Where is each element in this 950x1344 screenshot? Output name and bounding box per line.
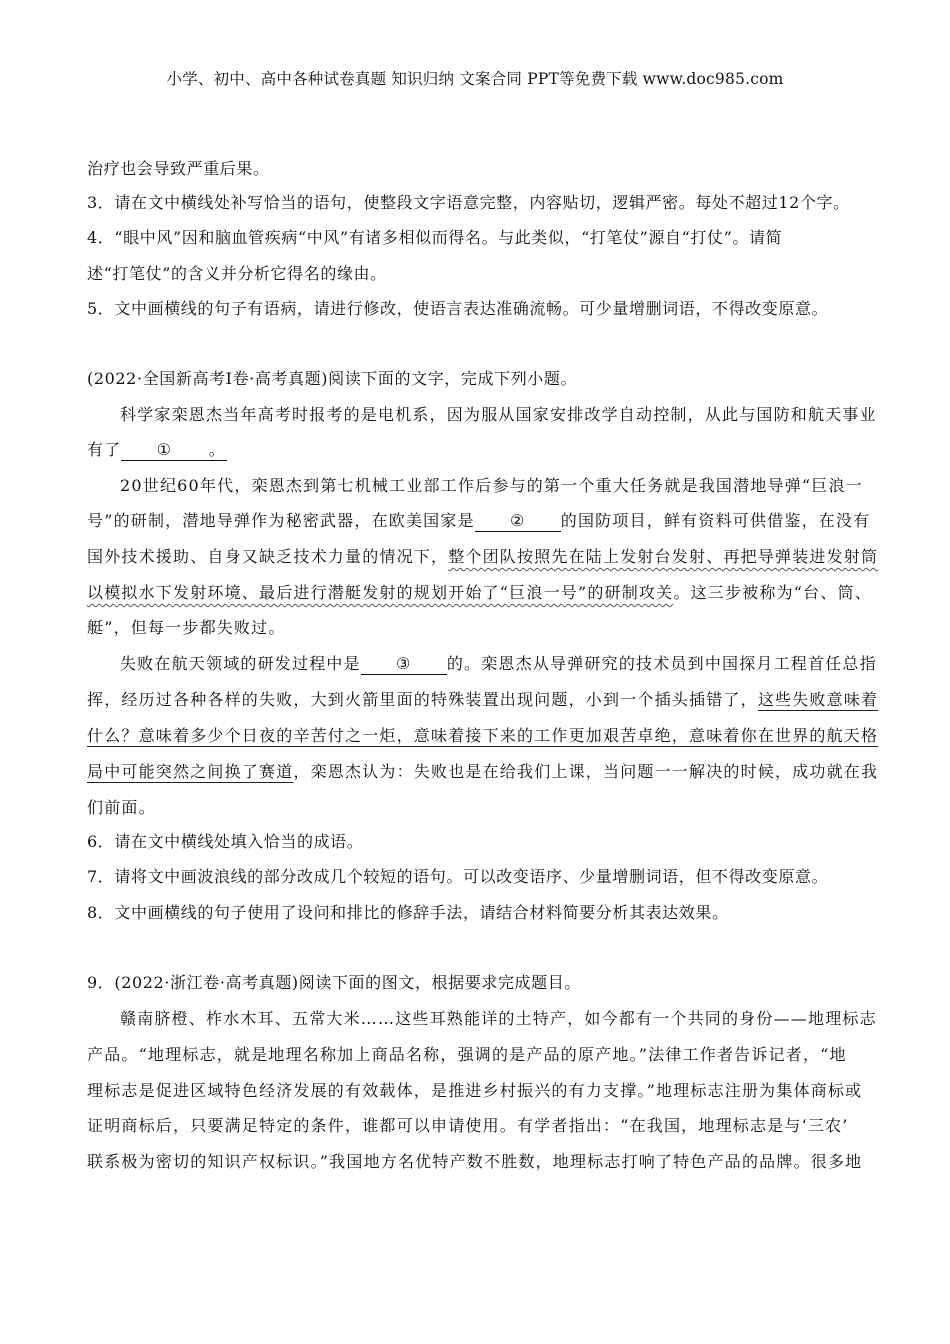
passage-line — [87, 546, 879, 568]
passage-line — [87, 510, 871, 532]
question-4-line-1: 4．“眼中风”因和脑血管疾病“中风”有诸多相似而得名。与此类似，“打笔仗”源自“打仗”。请简 — [87, 228, 783, 247]
passage-line — [87, 689, 879, 711]
question-3: 3．请在文中横线处补写恰当的语句，使整段文字语意完整，内容贴切，逻辑严密。每处不超过12个字。 — [87, 193, 850, 212]
blank-3: ③ — [361, 655, 447, 675]
question-8: 8．文中画横线的句子使用了设问和排比的修辞手法，请结合材料简要分析其表达效果。 — [87, 903, 729, 922]
passage-line — [120, 653, 877, 675]
page-header: 小学、初中、高中各种试卷真题 知识归纳 文案合同 PPT等免费下载 www.doc985.com — [166, 70, 784, 88]
passage-line: 们前面。 — [87, 798, 156, 817]
passage-line — [87, 725, 879, 747]
passage-text: 挥，经历过各种各样的失败，大到火箭里面的特殊装置出现问题，小到一个插头插错了， — [87, 690, 758, 709]
blank-2: ② — [475, 512, 561, 532]
passage-line: 联系极为密切的知识产权标识。”我国地方名优特产数不胜数，地理标志打响了特色产品的品牌。很多地 — [87, 1152, 863, 1171]
passage-line: 科学家栾恩杰当年高考时报考的是电机系，因为服从国家安排改学自动控制，从此与国防和航天事业 — [120, 405, 877, 424]
passage-text: 。这三步被称为“台、筒、 — [673, 583, 872, 602]
underlined-text: 这些失败意味着 — [757, 690, 879, 709]
question-4-line-2: 述“打笔仗”的含义并分析它得名的缘由。 — [87, 264, 387, 283]
blank-1-end: 。 — [208, 440, 226, 459]
passage-text: 国外技术援助、自身又缺乏技术力量的情况下， — [87, 547, 449, 566]
passage-text: 号”的研制，潜地导弹作为秘密武器，在欧美国家是 — [87, 511, 475, 530]
question-7: 7．请将文中画波浪线的部分改成几个较短的语句。可以改变语序、少量增删词语，但不得改变原意。 — [87, 867, 829, 886]
blank-1: ① — [121, 441, 207, 461]
passage-line: 赣南脐橙、柞水木耳、五常大米……这些耳熟能详的土特产，如今都有一个共同的身份——地理标志 — [120, 1009, 877, 1028]
passage-line — [87, 439, 863, 461]
source-line-2022-national: (2022·全国新高考Ⅰ卷·高考真题)阅读下面的文字，完成下列小题。 — [87, 369, 578, 388]
passage-line: 证明商标后，只要满足特定的条件，谁都可以申请使用。有学者指出：“在我国，地理标志是与‘三农’ — [87, 1116, 849, 1135]
passage-line: 产品。“地理标志，就是地理名称加上商品名称，强调的是产品的原产地。”法律工作者告诉记者，“地 — [87, 1045, 847, 1064]
question-5: 5．文中画横线的句子有语病，请进行修改，使语言表达准确流畅。可少量增删词语，不得改变原意。 — [87, 299, 829, 318]
wavy-underlined-text: 以模拟水下发射环境、最后进行潜艇发射的规划开始了“巨浪一号”的研制攻关 — [87, 583, 674, 602]
passage-text: 的国防项目，鲜有资料可供借鉴，在没有 — [560, 511, 871, 530]
passage-text: 的。栾恩杰从导弹研究的技术员到中国探月工程首任总指 — [446, 654, 877, 673]
underlined-text: 什么？意味着多少个日夜的辛苦付之一炬，意味着接下来的工作更加艰苦卓绝，意味着你在世界的航天格 — [87, 726, 879, 745]
passage-line — [87, 761, 879, 783]
passage-line: 艇”，但每一步都失败过。 — [87, 618, 286, 637]
passage-line: 理标志是促进区域特色经济发展的有效载体，是推进乡村振兴的有力支撑。”地理标志注册为集体商标或 — [87, 1081, 863, 1100]
passage-text: 失败在航天领域的研发过程中是 — [120, 654, 361, 673]
source-line-2022-zhejiang: 9．(2022·浙江卷·高考真题)阅读下面的图文，根据要求完成题目。 — [87, 973, 581, 992]
wavy-underlined-text: 整个团队按照先在陆上发射台发射、再把导弹装进发射筒 — [448, 547, 879, 566]
passage-line — [87, 582, 872, 604]
question-6: 6．请在文中横线处填入恰当的成语。 — [87, 832, 364, 851]
passage-text: ，栾恩杰认为：失败也是在给我们上课，当问题一一解决的时候，成功就在我 — [293, 762, 879, 781]
text-line: 治疗也会导致严重后果。 — [87, 159, 270, 178]
passage-text: 有了 — [87, 440, 122, 459]
passage-line: 20世纪60年代，栾恩杰到第七机械工业部工作后参与的第一个重大任务就是我国潜地导弹“巨浪一 — [120, 476, 863, 495]
underlined-text: 局中可能突然之间换了赛道 — [87, 762, 294, 781]
